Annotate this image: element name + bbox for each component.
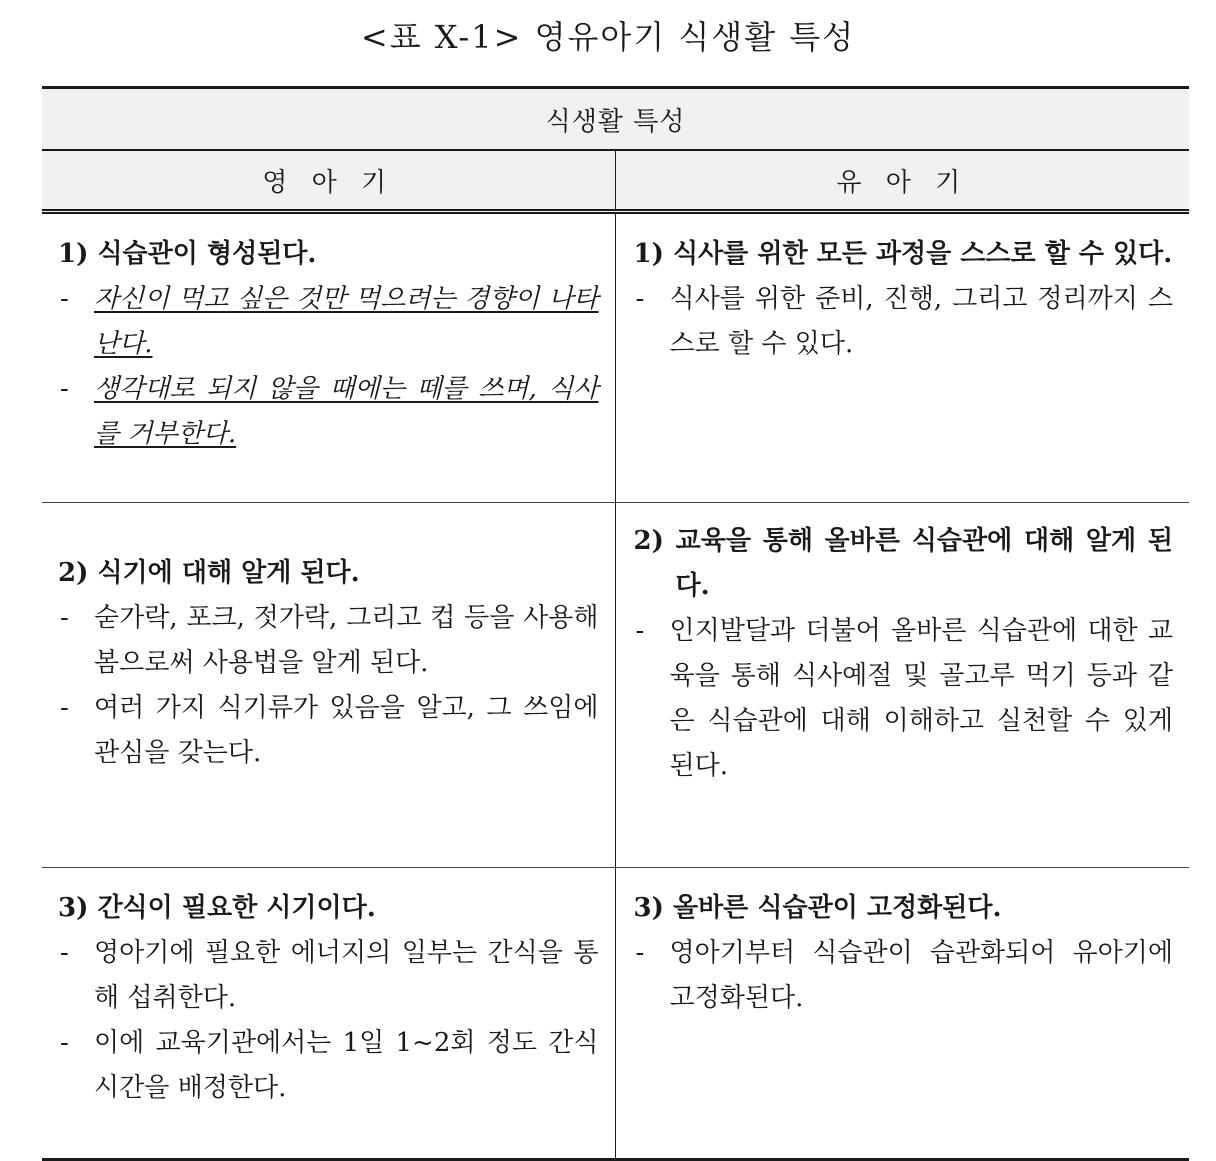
item-text: 여러 가지 식기류가 있음을 알고, 그 쓰임에 관심을 갖는다. bbox=[94, 693, 599, 768]
item-text: 식사를 위한 준비, 진행, 그리고 정리까지 스스로 할 수 있다. bbox=[669, 284, 1174, 359]
dash-bullet: - bbox=[60, 603, 69, 633]
dash-bullet: - bbox=[635, 938, 645, 968]
cell-infant-2 bbox=[42, 503, 615, 868]
item-text: 생각대로 되지 않을 때에는 떼를 쓰며, 식사를 거부한다. bbox=[94, 374, 599, 449]
item-text: 자신이 먹고 싶은 것만 먹으려는 경향이 나타난다. bbox=[94, 284, 599, 359]
dash-bullet: - bbox=[60, 938, 69, 968]
item-text: 영아기에 필요한 에너지의 일부는 간식을 통해 섭취한다. bbox=[94, 938, 599, 1013]
cell-heading: 2) 교육을 통해 올바른 식습관에 대해 알게 된다. bbox=[633, 526, 1174, 601]
list-item bbox=[58, 686, 599, 776]
table-caption: <표 X-1> 영유아기 식생활 특성 bbox=[360, 18, 856, 56]
table-column-header-row bbox=[42, 150, 1189, 212]
list-item bbox=[634, 931, 1174, 1021]
dash-bullet: - bbox=[60, 374, 69, 404]
table-main-header-row bbox=[42, 88, 1189, 151]
cell-heading: 3) 간식이 필요한 시기이다. bbox=[58, 893, 376, 923]
dash-bullet: - bbox=[60, 1028, 69, 1058]
list-item bbox=[634, 277, 1174, 367]
dash-bullet: - bbox=[635, 284, 645, 314]
cell-heading: 2) 식기에 대해 알게 된다. bbox=[58, 558, 360, 588]
cell-toddler-1 bbox=[615, 212, 1189, 503]
list-item bbox=[58, 367, 599, 457]
list-item bbox=[58, 277, 599, 367]
main-header: 식생활 특성 bbox=[42, 88, 1189, 151]
table-row bbox=[42, 212, 1189, 503]
table-row bbox=[42, 868, 1189, 1160]
list-item bbox=[58, 596, 599, 686]
item-text: 이에 교육기관에서는 1일 1~2회 정도 간식시간을 배정한다. bbox=[94, 1028, 599, 1103]
list-item bbox=[58, 1021, 599, 1111]
cell-toddler-2 bbox=[615, 503, 1189, 868]
diet-characteristics-table bbox=[42, 86, 1189, 1161]
cell-heading: 3) 올바른 식습관이 고정화된다. bbox=[633, 893, 1002, 923]
dash-bullet: - bbox=[60, 284, 69, 314]
table-row bbox=[42, 503, 1189, 868]
list-item bbox=[58, 931, 599, 1021]
cell-toddler-3 bbox=[615, 868, 1189, 1160]
cell-infant-3 bbox=[42, 868, 615, 1160]
cell-heading: 1) 식습관이 형성된다. bbox=[58, 239, 317, 269]
item-text: 인지발달과 더불어 올바른 식습관에 대한 교육을 통해 식사예절 및 골고루 먹기 등과 같은 식습관에 대해 이해하고 실천할 수 있게 된다. bbox=[669, 616, 1174, 781]
dash-bullet: - bbox=[60, 693, 69, 723]
item-text: 영아기부터 식습관이 습관화되어 유아기에 고정화된다. bbox=[669, 938, 1174, 1013]
cell-heading: 1) 식사를 위한 모든 과정을 스스로 할 수 있다. bbox=[633, 239, 1173, 269]
list-item bbox=[634, 609, 1174, 789]
item-text: 숟가락, 포크, 젓가락, 그리고 컵 등을 사용해 봄으로써 사용법을 알게 된다. bbox=[94, 603, 599, 678]
column-header-toddler: 유 아 기 bbox=[615, 150, 1189, 212]
cell-infant-1 bbox=[42, 212, 615, 503]
column-header-infant: 영 아 기 bbox=[42, 150, 615, 212]
dash-bullet: - bbox=[635, 616, 645, 646]
